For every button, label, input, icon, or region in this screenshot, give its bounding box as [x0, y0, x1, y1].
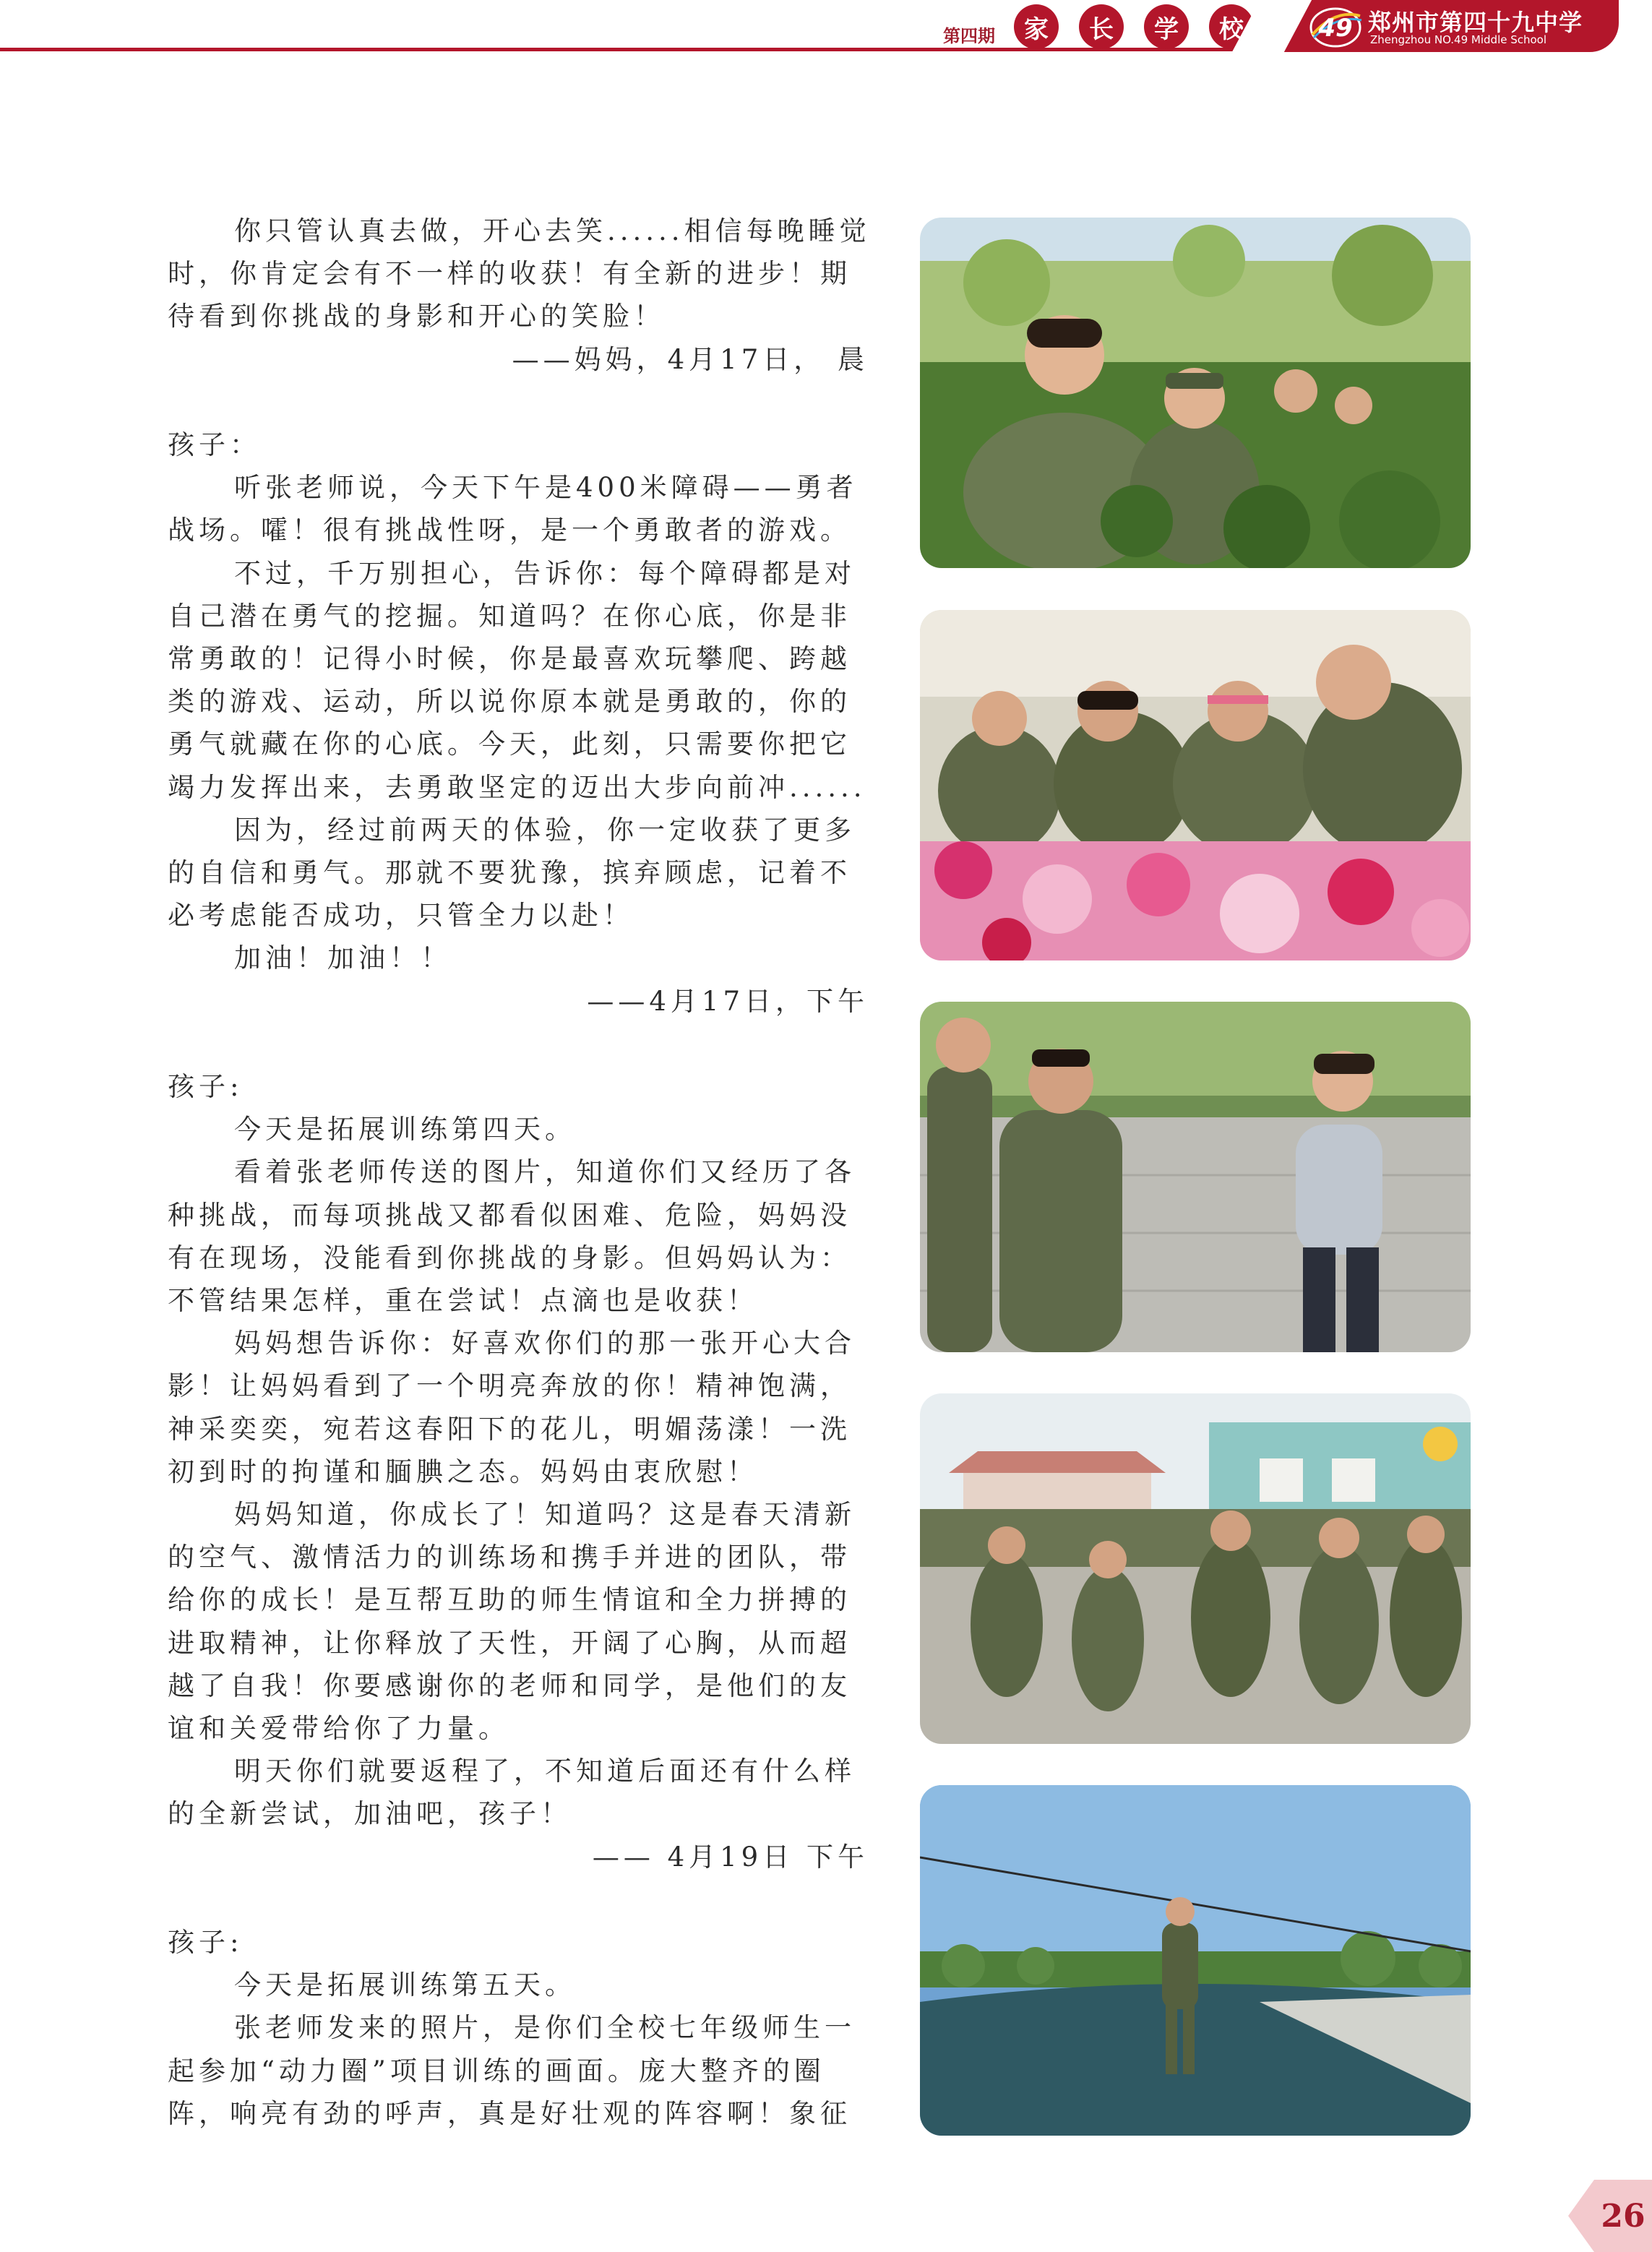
text-line: 不管结果怎样，重在尝试！点滴也是收获！ [168, 1285, 758, 1317]
text-line: 听张老师说，今天下午是400米障碍——勇者 [234, 472, 858, 504]
column-title [1014, 4, 1254, 49]
text-line: 妈妈知道，你成长了！知道吗？这是春天清新 [234, 1499, 856, 1531]
text-line: 进取精神，让你释放了天性，开阔了心胸，从而超 [168, 1627, 851, 1659]
text-line: 自己潜在勇气的挖掘。知道吗？在你心底，你是非 [168, 600, 851, 632]
signature-line: ——妈妈，4月17日， 晨 [512, 343, 869, 375]
page-number: 26 [1594, 2180, 1652, 2252]
text-line: 初到时的拘谨和腼腆之态。妈妈由衷欣慰！ [168, 1456, 758, 1487]
signature-line: ——4月17日，下午 [587, 985, 869, 1017]
text-line: 谊和关爱带给你了力量。 [168, 1713, 509, 1745]
text-line: 有在现场，没能看到你挑战的身影。但妈妈认为： [168, 1242, 851, 1273]
signature-line: —— 4月19日 下午 [592, 1841, 869, 1873]
text-line: 妈妈想告诉你：好喜欢你们的那一张开心大合 [234, 1328, 856, 1359]
photo-girls-in-garden [920, 218, 1471, 568]
text-line: 不过，千万别担心，告诉你：每个障碍都是对 [234, 557, 856, 589]
issue-label: 第四期 [943, 26, 995, 46]
text-line: 待看到你挑战的身影和开心的笑脸！ [168, 301, 665, 332]
page-number-tab [1568, 2161, 1652, 2245]
text-line: 给你的成长！是互帮互助的师生情谊和全力拼搏的 [168, 1584, 851, 1616]
text-line: 阵，响亮有劲的呼声，真是好壮观的阵容啊！象征 [168, 2097, 851, 2129]
text-line: 类的游戏、运动，所以说你原本就是勇敢的，你的 [168, 686, 851, 718]
salutation: 孩子: [168, 1927, 244, 1959]
photo-rope-walk-over-pool [920, 1785, 1471, 2136]
photo-students-with-flowers [920, 610, 1471, 960]
text-line: 影！让妈妈看到了一个明亮奔放的你！精神饱满， [168, 1370, 851, 1402]
text-line: 明天你们就要返程了，不知道后面还有什么样 [234, 1755, 856, 1787]
logo-text: 49 [1318, 14, 1353, 43]
text-line: 起参加“动力圈”项目训练的画面。庞大整齐的圈 [168, 2055, 825, 2086]
title-char: 长 [1079, 4, 1124, 49]
salutation: 孩子： [168, 429, 261, 460]
text-line: 的空气、激情活力的训练场和携手并进的团队，带 [168, 1542, 851, 1573]
text-line: 的自信和勇气。那就不要犹豫，摈弃顾虑，记着不 [168, 857, 851, 889]
title-char: 校 [1209, 4, 1254, 49]
text-line: 的全新尝试，加油吧，孩子！ [168, 1798, 572, 1830]
text-line: 勇气就藏在你的心底。今天，此刻，只需要你把它 [168, 729, 851, 760]
text-line: 越了自我！你要感谢你的老师和同学，是他们的友 [168, 1669, 851, 1701]
photo-group-training [920, 1393, 1471, 1744]
text-line: 时，你肯定会有不一样的收获！有全新的进步！期 [168, 258, 851, 290]
article-body [168, 210, 869, 2135]
school-english-name: Zhengzhou NO.49 Middle School [1370, 33, 1547, 46]
school-name: 郑州市第四十九中学 [1368, 9, 1583, 36]
text-line: 张老师发来的照片，是你们全校七年级师生一 [234, 2012, 856, 2044]
text-line: 竭力发挥出来，去勇敢坚定的迈出大步向前冲...... [168, 771, 866, 803]
text-line: 加油！加油！！ [234, 942, 452, 974]
text-line: 种挑战，而每项挑战又都看似困难、危险，妈妈没 [168, 1199, 851, 1231]
title-char: 学 [1144, 4, 1189, 49]
text-line: 神采奕奕，宛若这春阳下的花儿，明媚荡漾！一洗 [168, 1413, 851, 1445]
photo-teacher-and-students [920, 1002, 1471, 1352]
school-logo-icon [1307, 1, 1364, 51]
salutation: 孩子: [168, 1071, 244, 1103]
text-line: 今天是拓展训练第四天。 [234, 1114, 576, 1146]
title-char: 家 [1014, 4, 1059, 49]
text-line: 看着张老师传送的图片，知道你们又经历了各 [234, 1156, 856, 1188]
text-line: 战场。嚯！很有挑战性呀，是一个勇敢者的游戏。 [168, 515, 851, 546]
text-line: 常勇敢的！记得小时候，你是最喜欢玩攀爬、跨越 [168, 643, 851, 675]
text-line: 必考虑能否成功，只管全力以赴！ [168, 900, 634, 932]
text-line: 因为，经过前两天的体验，你一定收获了更多 [234, 814, 856, 846]
text-line: 你只管认真去做，开心去笑......相信每晚睡觉 [234, 215, 871, 246]
text-line: 今天是拓展训练第五天。 [234, 1969, 576, 2001]
